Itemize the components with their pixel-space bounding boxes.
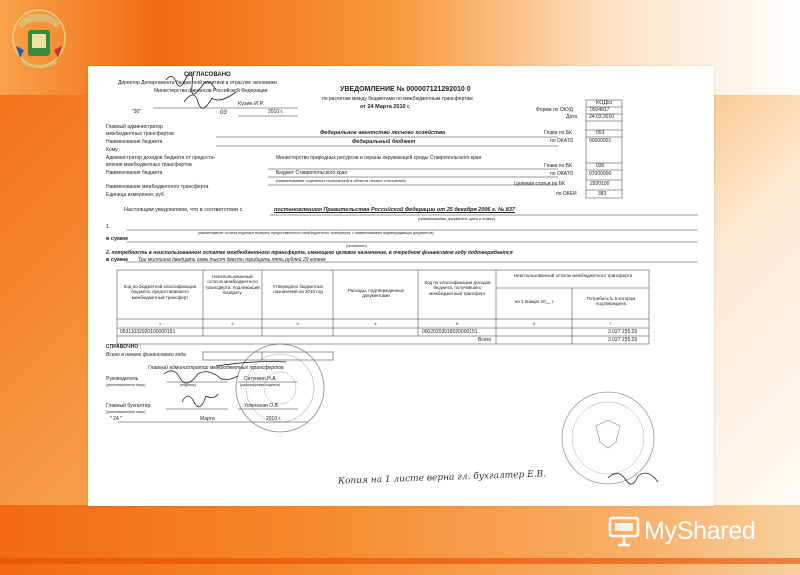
- code-value-okato1: 00000001: [589, 138, 612, 144]
- col-number-7: 7: [609, 321, 612, 326]
- code-value-okud: 0504817: [590, 107, 610, 113]
- notice-title: УВЕДОМЛЕНИЕ № 000007121292010 0: [340, 86, 471, 93]
- approved-date-day: "30": [132, 109, 142, 115]
- code-label-date: Дата: [566, 114, 578, 120]
- value-transfer-hint: (наименование отдельных полномочий в области лесных отношений): [276, 178, 406, 183]
- label-budget: Наименование бюджета: [106, 139, 163, 145]
- code-label-bk2: Глава по БК: [544, 163, 572, 169]
- table-total-label: Всего: [478, 337, 492, 343]
- table-subheader-jan: на 1 января 20__ г.: [514, 299, 555, 304]
- col-number-2: 2: [231, 321, 234, 326]
- approved-date-year: 2010 г.: [268, 109, 284, 115]
- sign-head-name-hint: (расшифровка подписи): [240, 383, 281, 387]
- table-header-income-code: Код по классификации доходов бюджета, получившего межбюджетный трансферт: [424, 280, 491, 296]
- table-subheader-need: Потребность в котором подтверждена: [586, 296, 636, 307]
- table-row-code1: 05311032920100000151: [120, 329, 176, 335]
- sum-label: в сумме: [106, 236, 129, 242]
- sign-accountant-hint: (уполномоченное лицо): [106, 410, 146, 414]
- table-header-remainder: Неиспользованный остаток межбюджетного трансферта, подлежащий возврату: [205, 274, 260, 296]
- sum2-label: в сумме: [106, 257, 129, 263]
- label-admin2: межбюджетных трансфертов: [106, 131, 174, 137]
- brand-name: MyShared: [644, 517, 756, 545]
- col-number-1: 1: [158, 321, 162, 326]
- table-header-code: Код по бюджетной классификации бюджета, предоставившего межбюджетный трансферт: [123, 284, 197, 300]
- code-label-bk1: Глава по БК: [544, 130, 572, 136]
- code-label-okud: Форма по ОКУД: [536, 107, 574, 113]
- label-admin-income: Администратор доходов бюджета от предоста-: [106, 155, 216, 161]
- bottom-stripe: [0, 558, 800, 564]
- label-admin: Главный администратор: [106, 124, 163, 130]
- label-transfer: Наименование межбюджетного трансферта: [106, 184, 209, 190]
- scanned-document: [88, 66, 714, 506]
- code-value-okei: 383: [598, 191, 607, 197]
- notify-text: Настоящим уведомляем, что в соответствии с: [124, 207, 243, 213]
- approved-line1: Директор Департамента бюджетной политики в отраслях экономики: [118, 80, 277, 86]
- col-number-3: 3: [296, 321, 299, 326]
- decree-hint: (наименование документа, дата и номер): [418, 216, 496, 221]
- label-to: Кому :: [106, 147, 121, 153]
- code-label-okato2: по ОКАТО: [550, 171, 574, 177]
- sign-date-year: 2010 г.: [266, 416, 282, 422]
- code-value-bk2: 036: [596, 163, 605, 169]
- decree-text: постановлением Правительства Российской Федерации от 25 декабря 2006 г. № 837: [274, 207, 515, 213]
- col-number-6: 6: [532, 321, 536, 326]
- coat-of-arms-icon: [8, 6, 70, 74]
- table-header-approved: Утверждено бюджетных назначений на 2010 год: [272, 284, 324, 295]
- value-regional-budget: Бюджет Ставропольского края: [276, 170, 348, 176]
- code-value-okato2: 07000000: [589, 171, 612, 177]
- item1-hint: (наименование остатка подлежит возврату предоставленного межбюджетного трансферта, с наименованием подтверждающих документов): [198, 231, 434, 235]
- approved-date-month: 03: [220, 110, 227, 116]
- value-ministry: Министерство природных ресурсов и охраны окружающей среды Ставропольского края: [276, 155, 482, 161]
- sign-accountant-label: Главный бухгалтер: [106, 403, 151, 409]
- sign-head-name: Сатункин Н.А.: [244, 376, 277, 382]
- col-number-5: 5: [455, 321, 459, 326]
- sign-chief-admin: Главный администратор межбюджетных трансфертов: [148, 365, 284, 371]
- label-budget2: Наименование бюджета: [106, 170, 163, 176]
- notice-date: от 24 Марта 2010 г.: [360, 104, 411, 110]
- sign-head-label: Руководитель: [106, 376, 139, 382]
- sign-date-day: " 24 ": [110, 416, 122, 422]
- label-admin-income2: вления межбюджетных трансфертов: [106, 162, 192, 168]
- item2-text: 2. потребность в неиспользованном остатке межбюджетного трансферта, имеющего целевое назначение, в очередном финансовом году подтверждается: [106, 250, 513, 256]
- value-federal-budget: Федеральный бюджет: [352, 139, 416, 145]
- table-row-code2: 00020203018020000151: [422, 329, 478, 335]
- col-number-4: 4: [374, 321, 377, 326]
- item1-number: 1.: [106, 224, 111, 230]
- stamp-icon: [236, 344, 654, 487]
- table-row-value: 3 027 235,29: [608, 329, 638, 335]
- label-unit: Единица измерения: руб.: [106, 192, 166, 198]
- code-value-target: 2920100: [590, 181, 610, 187]
- sign-date-month: Марта: [200, 416, 215, 422]
- reference-line: Всего в начале финансового года: [106, 352, 186, 358]
- approved-heading: СОГЛАСОВАНО: [184, 72, 231, 78]
- code-label-okei: по ОКЕИ: [556, 191, 577, 197]
- codes-header: КОДЫ: [596, 100, 612, 106]
- approved-line2: Министерства финансов Российской Федерации: [154, 88, 268, 94]
- handwritten-note: Копия на 1 листе верна гл. бухгалтер Е.В.: [337, 469, 547, 487]
- table-total-value: 3 027 235,29: [608, 337, 638, 343]
- sign-accountant-name: Успенская О.В.: [244, 403, 280, 409]
- table-header-unused: Неиспользованный остаток межбюджетного трансферта: [513, 273, 633, 278]
- code-value-bk1: 053: [596, 130, 605, 136]
- notice-subtitle: по расчетам между бюджетами по межбюджетным трансфертам: [322, 96, 473, 102]
- code-label-okato1: по ОКАТО: [550, 138, 574, 144]
- sign-head-sign-hint: (подпись): [180, 383, 196, 387]
- value-agency: Федеральное агентство лесного хозяйства: [320, 130, 446, 136]
- reference-title: СПРАВОЧНО :: [106, 344, 142, 350]
- approved-signer: Кузин И.Р.: [238, 101, 264, 107]
- sum-hint: (прописью): [346, 243, 367, 248]
- code-label-target: Целевая статья по БК: [514, 181, 565, 187]
- sign-head-hint: (уполномоченное лицо): [106, 383, 146, 387]
- code-value-date: 24.03.2010: [589, 114, 615, 120]
- table-header-expenses: Расходы, подтвержденные документами: [347, 288, 405, 299]
- sum2-value: Три миллиона двадцать семь тысяч двести тридцать пять рублей 29 копеек: [138, 257, 326, 263]
- presentation-board-icon: [610, 518, 638, 545]
